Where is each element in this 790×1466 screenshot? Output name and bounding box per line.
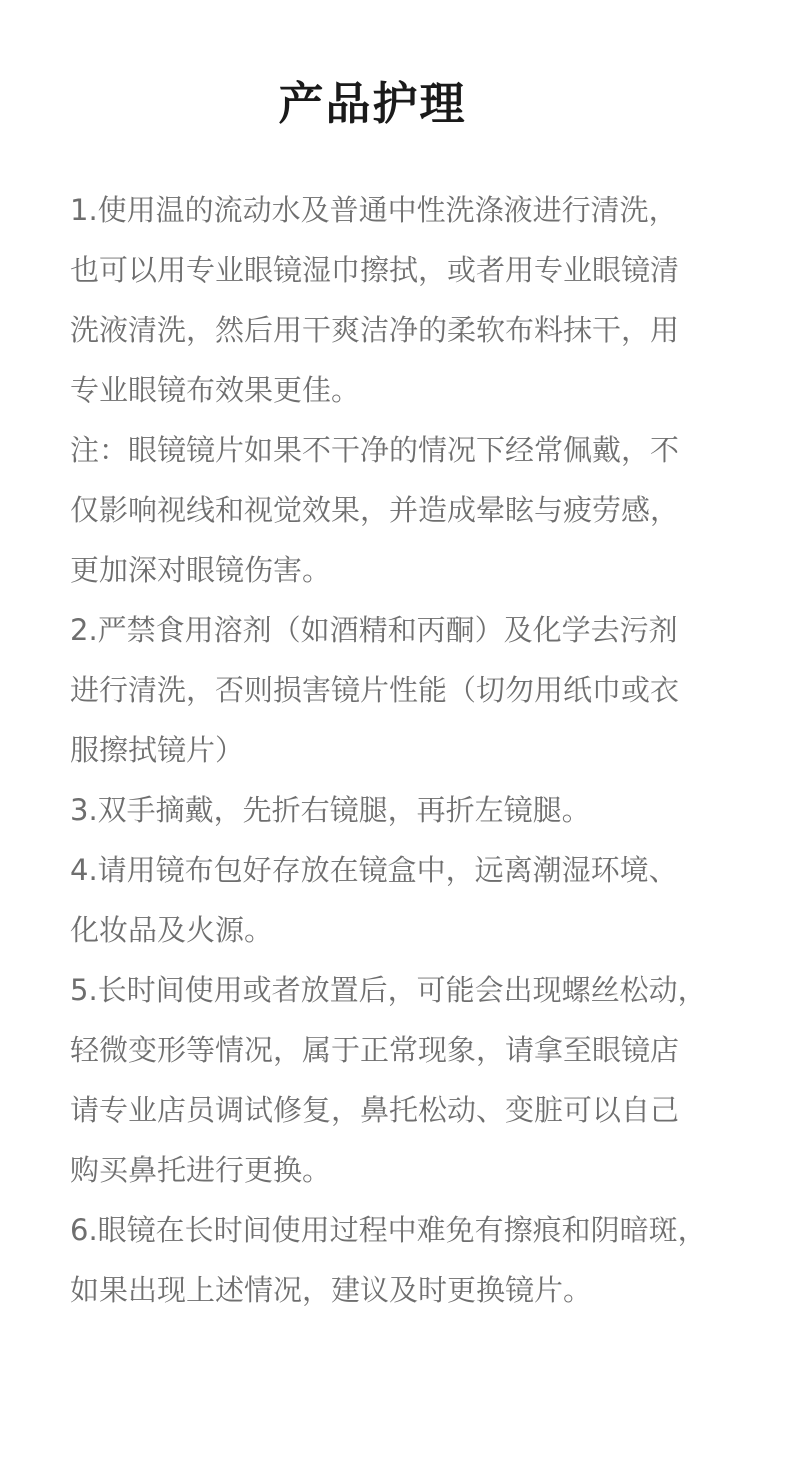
text-line: 注：眼镜镜片如果不干净的情况下经常佩戴，不 [70,433,680,467]
page-title: 产品护理 [278,77,467,130]
text-line: 进行清洗，否则损害镜片性能（切勿用纸巾或衣 [70,673,680,707]
text-line: 服擦拭镜片） [70,733,245,767]
text-line: 化妆品及火源。 [70,913,274,947]
text-line: 洗液清洗，然后用干爽洁净的柔软布料抹干，用 [70,313,680,347]
text-line: 也可以用专业眼镜湿巾擦拭，或者用专业眼镜清 [70,253,680,287]
text-line: 请专业店员调试修复，鼻托松动、变脏可以自己 [70,1093,680,1127]
text-line: 购买鼻托进行更换。 [70,1153,332,1187]
text-line: 仅影响视线和视觉效果，并造成晕眩与疲劳感， [70,493,680,527]
text-line: 1.使用温的流动水及普通中性洗涤液进行清洗， [70,193,678,227]
text-line: 如果出现上述情况，建议及时更换镜片。 [70,1273,593,1307]
text-line: 6.眼镜在长时间使用过程中难免有擦痕和阴暗斑， [70,1213,707,1247]
text-line: 轻微变形等情况，属于正常现象，请拿至眼镜店 [70,1033,680,1067]
text-line: 专业眼镜布效果更佳。 [70,373,361,407]
text-line: 更加深对眼镜伤害。 [70,553,332,587]
text-line: 2.严禁食用溶剂（如酒精和丙酮）及化学去污剂 [70,613,678,647]
text-line: 5.长时间使用或者放置后，可能会出现螺丝松动， [70,973,707,1007]
care-instructions [70,180,710,1320]
text-line: 3.双手摘戴，先折右镜腿，再折左镜腿。 [70,793,591,827]
text-line: 4.请用镜布包好存放在镜盒中，远离潮湿环境、 [70,853,678,887]
